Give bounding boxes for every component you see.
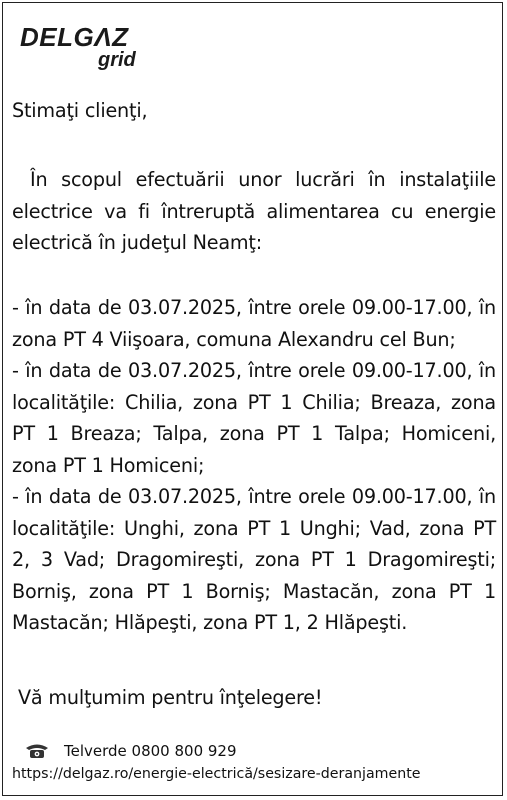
- delgaz-grid-logo: [20, 22, 160, 78]
- logo-main-text: DELGΛZ: [20, 22, 129, 52]
- phone-number: Telverde 0800 800 929: [64, 742, 237, 760]
- thanks-message: Vă mulţumim pentru înţelegere!: [18, 686, 323, 709]
- phone-contact: [24, 741, 237, 761]
- outage-report-link[interactable]: https://delgaz.ro/energie-electrică/sesizare-deranjamente: [12, 766, 421, 782]
- outage-item: - în data de 03.07.2025, între orele 09.00-17.00, în zona PT 4 Viişoara, comuna Alexandru cel Bun;: [12, 296, 496, 351]
- outage-item: - în data de 03.07.2025, între orele 09.00-17.00, în localităţile: Unghi, zona PT 1 Unghi; Vad, zona PT 2, 3 Vad; Dragomireşti, zona PT 1 Dragomireşti; Borniş, zona PT 1 Borniş; Mastacăn, zona PT 1 Mastacăn; Hlăpeşti, zona PT 1, 2 Hlăpeşti.: [12, 485, 496, 634]
- logo-sub-text: grid: [98, 49, 136, 71]
- outage-list: [12, 292, 496, 639]
- greeting: Stimaţi clienţi,: [12, 99, 148, 122]
- outage-item: - în data de 03.07.2025, între orele 09.00-17.00, în localităţile: Chilia, zona PT 1 Chilia; Breaza, zona PT 1 Breaza; Talpa, zona PT 1 Talpa; Homiceni, zona PT 1 Homiceni;: [12, 359, 496, 477]
- phone-icon: [24, 742, 50, 760]
- intro-paragraph: În scopul efectuării unor lucrări în instalaţiile electrice va fi întreruptă alimentarea cu energie electrică în judeţul Neamţ:: [12, 168, 496, 254]
